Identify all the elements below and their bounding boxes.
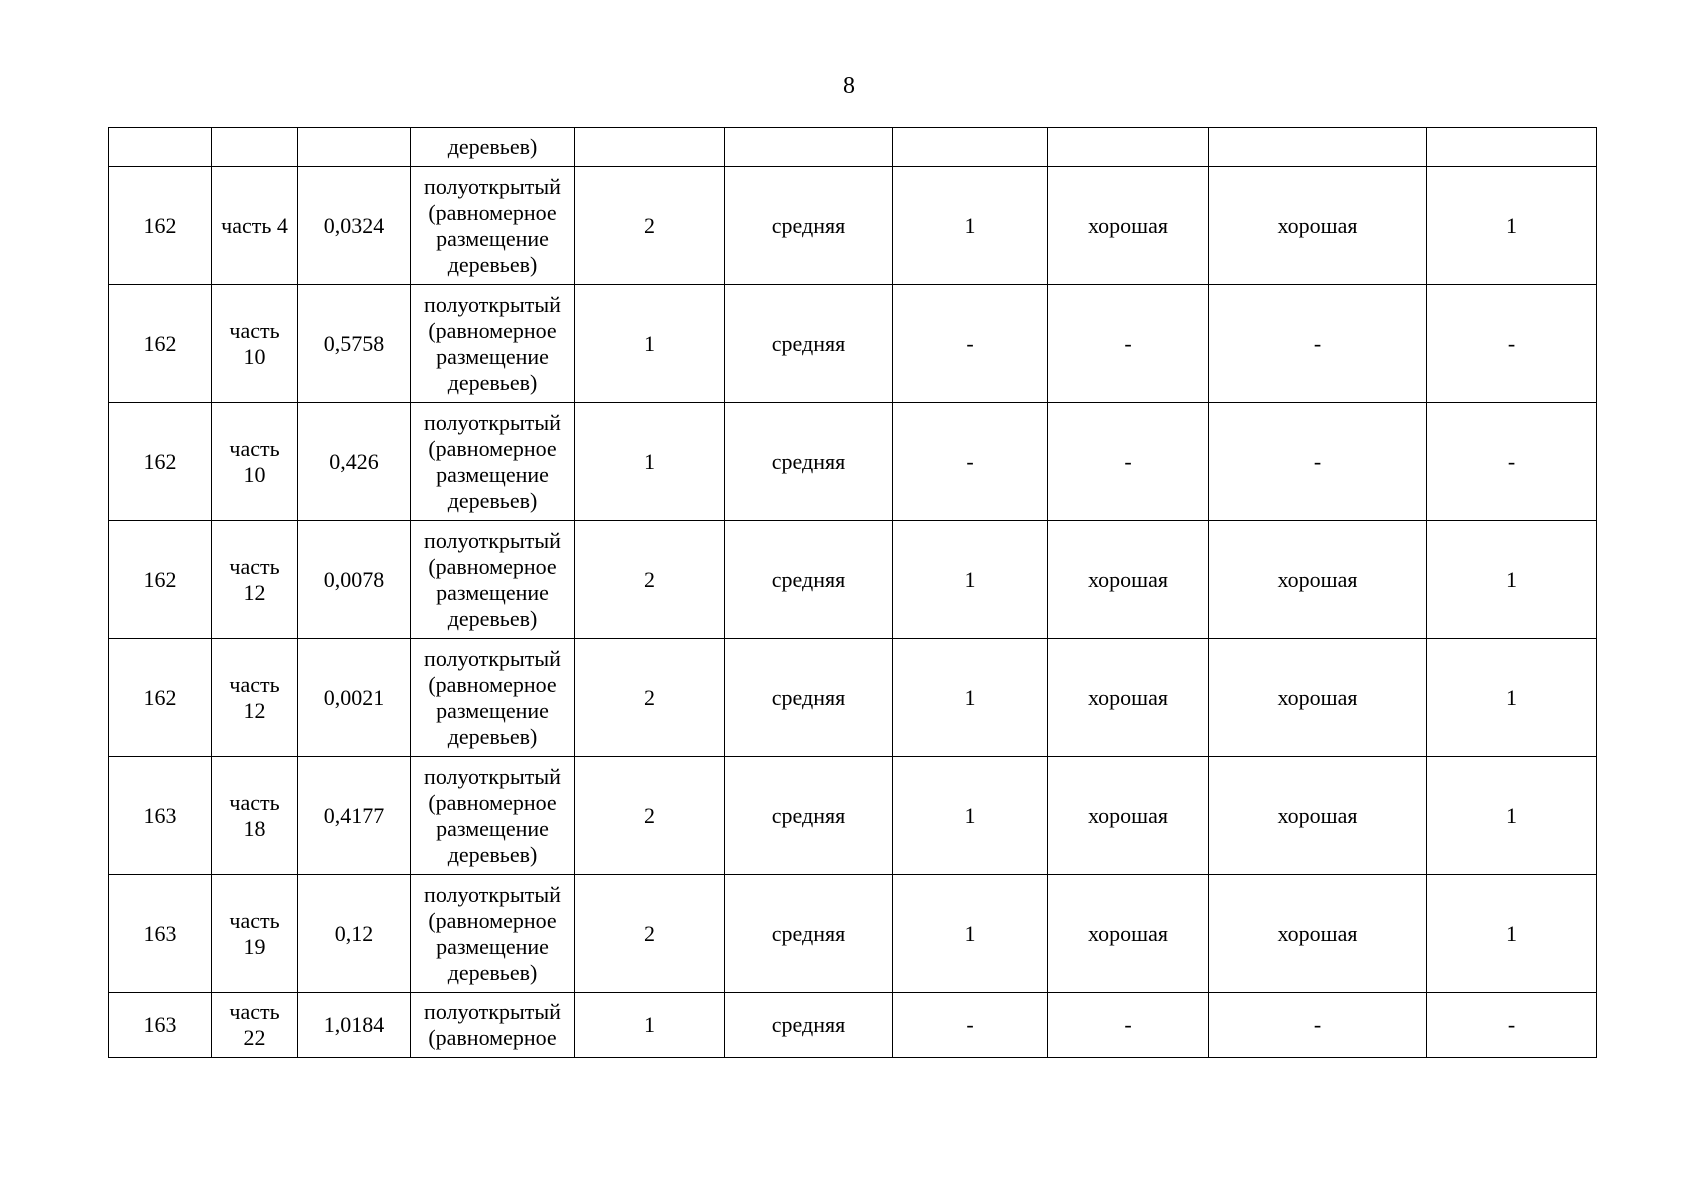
table-cell: часть 12 bbox=[212, 521, 298, 639]
table-cell: часть 12 bbox=[212, 639, 298, 757]
table-cell: 2 bbox=[575, 875, 725, 993]
table-cell: 1 bbox=[893, 757, 1048, 875]
table-cell: 1 bbox=[1427, 757, 1597, 875]
table-cell: 2 bbox=[575, 167, 725, 285]
table-cell: полуоткрытый (равномерное размещение деревьев) bbox=[411, 875, 575, 993]
table-cell: средняя bbox=[725, 875, 893, 993]
table-cell: средняя bbox=[725, 403, 893, 521]
table-cell: 1 bbox=[893, 167, 1048, 285]
table-cell: средняя bbox=[725, 757, 893, 875]
table-cell: хорошая bbox=[1209, 521, 1427, 639]
table-body bbox=[109, 128, 1597, 1058]
table-cell: хорошая bbox=[1048, 521, 1209, 639]
table-cell: 1 bbox=[893, 875, 1048, 993]
table-cell: хорошая bbox=[1209, 167, 1427, 285]
table-cell: - bbox=[893, 285, 1048, 403]
table-cell: хорошая bbox=[1048, 757, 1209, 875]
table-row bbox=[109, 403, 1597, 521]
table-cell: - bbox=[1427, 403, 1597, 521]
table-cell: часть 22 bbox=[212, 993, 298, 1058]
table-cell: средняя bbox=[725, 167, 893, 285]
table-cell: 2 bbox=[575, 521, 725, 639]
table-row bbox=[109, 285, 1597, 403]
table-cell: 1 bbox=[575, 993, 725, 1058]
table-cell: полуоткрытый (равномерное размещение деревьев) bbox=[411, 285, 575, 403]
table-cell: 1 bbox=[1427, 639, 1597, 757]
table-cell: полуоткрытый (равномерное размещение деревьев) bbox=[411, 757, 575, 875]
table-cell bbox=[298, 128, 411, 167]
table-cell: - bbox=[1048, 403, 1209, 521]
table-cell: - bbox=[893, 403, 1048, 521]
table-cell: хорошая bbox=[1048, 875, 1209, 993]
data-table bbox=[108, 127, 1597, 1058]
table-cell: часть 10 bbox=[212, 285, 298, 403]
table-cell: 163 bbox=[109, 993, 212, 1058]
table-cell: полуоткрытый (равномерное bbox=[411, 993, 575, 1058]
table-cell: часть 18 bbox=[212, 757, 298, 875]
table-cell bbox=[725, 128, 893, 167]
table-cell: - bbox=[1427, 285, 1597, 403]
table-cell: 1 bbox=[575, 285, 725, 403]
table-cell bbox=[1048, 128, 1209, 167]
table-cell bbox=[212, 128, 298, 167]
table-cell: 163 bbox=[109, 757, 212, 875]
table-cell: хорошая bbox=[1209, 639, 1427, 757]
table-cell: средняя bbox=[725, 639, 893, 757]
table-cell: средняя bbox=[725, 993, 893, 1058]
table-cell: 0,0021 bbox=[298, 639, 411, 757]
table-cell: 2 bbox=[575, 757, 725, 875]
table-cell: 1,0184 bbox=[298, 993, 411, 1058]
table-cell: хорошая bbox=[1048, 639, 1209, 757]
table-cell: 1 bbox=[575, 403, 725, 521]
table-cell: часть 4 bbox=[212, 167, 298, 285]
table-row bbox=[109, 639, 1597, 757]
table-cell bbox=[893, 128, 1048, 167]
table-cell bbox=[1427, 128, 1597, 167]
table-cell: - bbox=[1048, 993, 1209, 1058]
table-cell: хорошая bbox=[1209, 875, 1427, 993]
table-cell: полуоткрытый (равномерное размещение деревьев) bbox=[411, 521, 575, 639]
table-cell: 0,4177 bbox=[298, 757, 411, 875]
table-row bbox=[109, 521, 1597, 639]
table-cell: 2 bbox=[575, 639, 725, 757]
table-cell: - bbox=[1209, 285, 1427, 403]
table-row bbox=[109, 993, 1597, 1058]
table-cell: полуоткрытый (равномерное размещение деревьев) bbox=[411, 403, 575, 521]
table-cell: хорошая bbox=[1048, 167, 1209, 285]
table-cell: 1 bbox=[1427, 521, 1597, 639]
table-cell: часть 10 bbox=[212, 403, 298, 521]
table-cell: 162 bbox=[109, 167, 212, 285]
table-cell bbox=[1209, 128, 1427, 167]
table-cell: 0,5758 bbox=[298, 285, 411, 403]
table-cell: 0,12 bbox=[298, 875, 411, 993]
table-cell: 1 bbox=[893, 639, 1048, 757]
page-number: 8 bbox=[843, 73, 855, 99]
table-cell: 162 bbox=[109, 403, 212, 521]
table-cell: 0,0078 bbox=[298, 521, 411, 639]
table-cell bbox=[575, 128, 725, 167]
table-row-continued bbox=[109, 128, 1597, 167]
table-cell: хорошая bbox=[1209, 757, 1427, 875]
table-cell bbox=[109, 128, 212, 167]
table-cell: - bbox=[1048, 285, 1209, 403]
table-cell: часть 19 bbox=[212, 875, 298, 993]
table-cell: 0,426 bbox=[298, 403, 411, 521]
table-cell: - bbox=[1209, 993, 1427, 1058]
table-cell: 1 bbox=[1427, 875, 1597, 993]
table-cell: 1 bbox=[893, 521, 1048, 639]
table-cell: 1 bbox=[1427, 167, 1597, 285]
table-cell: 162 bbox=[109, 285, 212, 403]
table-row bbox=[109, 167, 1597, 285]
table-cell: - bbox=[893, 993, 1048, 1058]
table-cell: средняя bbox=[725, 521, 893, 639]
table-row bbox=[109, 875, 1597, 993]
table-cell: средняя bbox=[725, 285, 893, 403]
table-cell: 163 bbox=[109, 875, 212, 993]
table-cell: полуоткрытый (равномерное размещение деревьев) bbox=[411, 167, 575, 285]
table-row bbox=[109, 757, 1597, 875]
table-cell: 0,0324 bbox=[298, 167, 411, 285]
table-cell: полуоткрытый (равномерное размещение деревьев) bbox=[411, 639, 575, 757]
table-cell: деревьев) bbox=[411, 128, 575, 167]
table-cell: - bbox=[1209, 403, 1427, 521]
table-cell: 162 bbox=[109, 521, 212, 639]
table-cell: - bbox=[1427, 993, 1597, 1058]
table-cell: 162 bbox=[109, 639, 212, 757]
